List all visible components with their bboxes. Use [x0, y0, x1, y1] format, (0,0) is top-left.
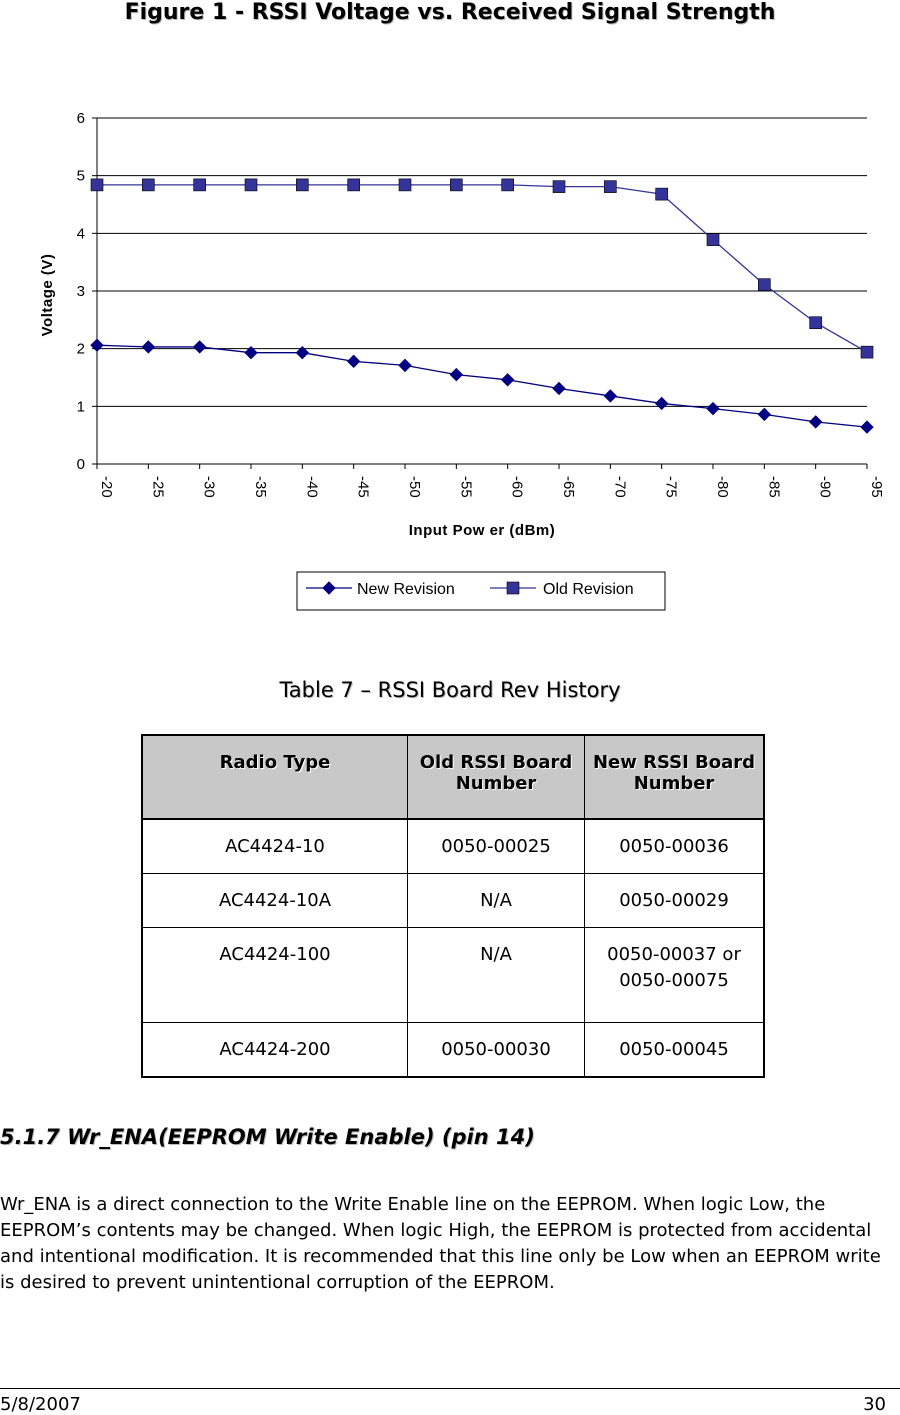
legend-marker [507, 582, 519, 594]
data-point [707, 403, 719, 415]
x-tick-label: -60 [508, 476, 526, 498]
x-tick-label: -65 [560, 476, 577, 498]
data-point [861, 346, 873, 358]
y-tick-label: 4 [76, 225, 85, 243]
data-point [656, 397, 668, 409]
x-tick-label: -80 [714, 476, 731, 498]
footer-date: 5/8/2007 [0, 1394, 81, 1415]
x-tick-label: -95 [868, 476, 885, 498]
figure-title: Figure 1 - RSSI Voltage vs. Received Signal Strength [124, 0, 776, 25]
x-tick-label: -30 [200, 476, 218, 498]
header-new-board: New RSSI Board Number [585, 735, 765, 819]
series-line [97, 185, 867, 352]
header-radio-type: Radio Type [142, 735, 408, 819]
data-point [296, 179, 308, 191]
table-row [142, 874, 764, 928]
cell-old-board: 0050-00030 [408, 1023, 585, 1078]
y-tick-label: 2 [76, 340, 85, 358]
data-point [142, 179, 154, 191]
data-point [450, 369, 462, 381]
data-point [142, 341, 154, 353]
x-tick-label: -55 [457, 476, 475, 498]
y-tick-label: 1 [76, 398, 85, 416]
data-point [604, 181, 616, 193]
data-point [348, 179, 360, 191]
section-heading: 5.1.7 Wr_ENA(EEPROM Write Enable) (pin 14) [0, 1125, 535, 1149]
table-header-row [142, 735, 764, 819]
footer-divider [0, 1388, 900, 1389]
data-point [348, 355, 360, 367]
x-tick-label: -90 [816, 476, 834, 498]
cell-old-board: 0050-00025 [408, 819, 585, 874]
table-row [142, 928, 764, 1023]
x-tick-label: -50 [406, 476, 423, 498]
page-number: 30 [863, 1394, 886, 1415]
y-tick-label: 6 [76, 110, 85, 127]
cell-old-board: N/A [408, 874, 585, 928]
table-row [142, 819, 764, 874]
data-point [502, 374, 514, 386]
y-tick-label: 3 [76, 283, 85, 300]
data-point [399, 359, 411, 371]
rssi-board-rev-table [141, 734, 765, 1078]
rssi-voltage-chart [0, 90, 900, 630]
x-axis-title: Input Pow er (dBm) [408, 522, 556, 539]
data-point [553, 382, 565, 394]
cell-new-board: 0050-00045 [585, 1023, 765, 1078]
data-point [861, 421, 873, 433]
y-axis-title: Voltage (V) [39, 253, 56, 337]
cell-radio-type: AC4424-10 [142, 819, 408, 874]
legend-label: New Revision [357, 581, 455, 598]
cell-old-board: N/A [408, 928, 585, 1023]
data-point [399, 179, 411, 191]
cell-new-board: 0050-00036 [585, 819, 765, 874]
data-point [245, 179, 257, 191]
data-point [91, 179, 103, 191]
cell-radio-type: AC4424-10A [142, 874, 408, 928]
x-tick-label: -20 [98, 476, 115, 498]
data-point [194, 179, 206, 191]
y-tick-label: 5 [76, 167, 85, 185]
x-tick-label: -85 [765, 476, 783, 498]
x-axis-ticks [97, 464, 885, 498]
data-point [194, 341, 206, 353]
x-tick-label: -70 [611, 476, 629, 498]
x-tick-label: -35 [252, 476, 269, 498]
data-point [810, 317, 822, 329]
table-title: Table 7 – RSSI Board Rev History [279, 678, 621, 702]
y-tick-label: 0 [76, 456, 85, 473]
chart-gridlines [97, 118, 867, 464]
cell-radio-type: AC4424-100 [142, 928, 408, 1023]
cell-radio-type: AC4424-200 [142, 1023, 408, 1078]
data-point [707, 234, 719, 246]
section-body: Wr_ENA is a direct connection to the Write Enable line on the EEPROM. When logic Low, the EEPROM’s contents may be changed. When logic High, the EEPROM is protected from accidental and intentional modification. It is recommended that this line only be Low when an EEPROM write is desired to prevent unintentional corruption of the EEPROM. [0, 1194, 881, 1293]
x-tick-label: -75 [662, 476, 680, 498]
data-point [604, 390, 616, 402]
data-point [91, 339, 103, 351]
data-point [502, 179, 514, 191]
data-point [656, 188, 668, 200]
chart-legend [297, 572, 665, 610]
x-tick-label: -25 [149, 476, 167, 498]
data-point [553, 181, 565, 193]
header-old-board: Old RSSI Board Number [408, 735, 585, 819]
data-point [450, 179, 462, 191]
data-point [758, 408, 770, 420]
cell-new-board: 0050-00037 or 0050-00075 [585, 928, 765, 1023]
x-tick-label: -45 [354, 476, 372, 498]
y-axis-ticks [77, 110, 97, 473]
chart-series [91, 179, 873, 433]
data-point [758, 279, 770, 291]
legend-label: Old Revision [543, 581, 634, 598]
data-point [810, 416, 822, 428]
series-line [97, 345, 867, 427]
cell-new-board: 0050-00029 [585, 874, 765, 928]
table-row [142, 1023, 764, 1078]
x-tick-label: -40 [303, 476, 321, 498]
